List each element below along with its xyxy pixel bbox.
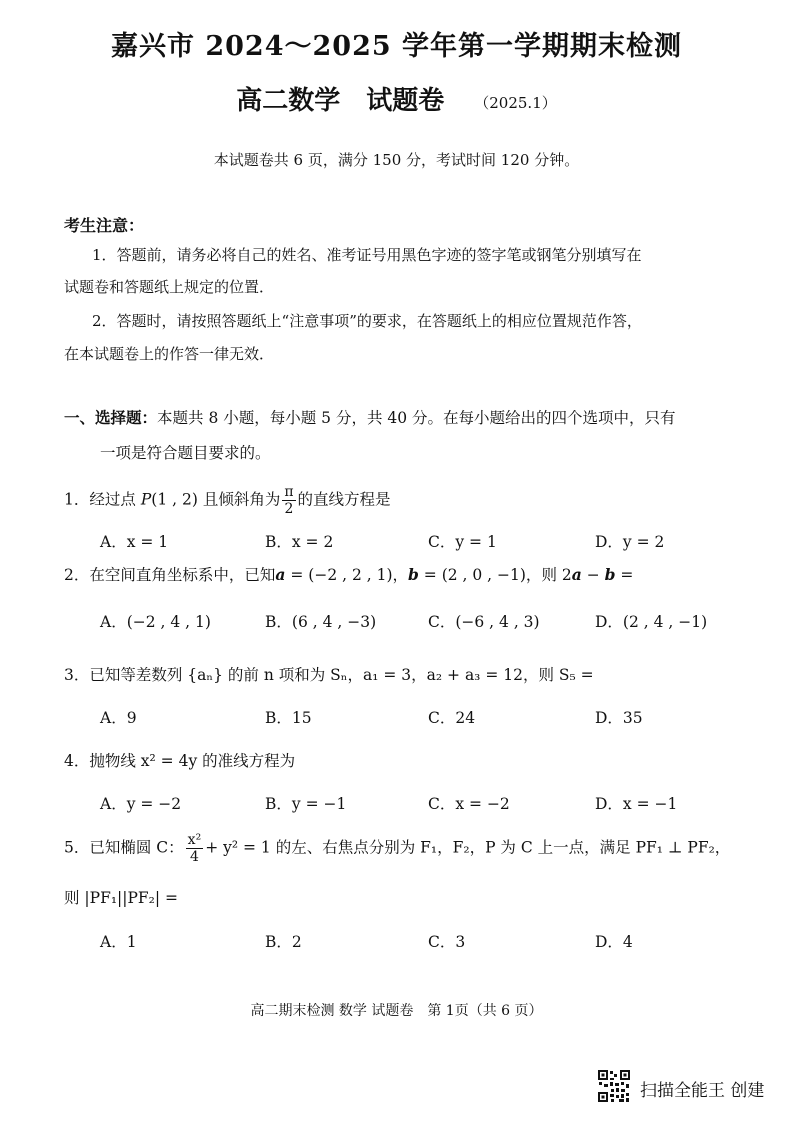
q5-number: 5．: [64, 838, 90, 857]
q5-option-b: B．2: [265, 933, 302, 951]
q1-option-a: A．x = 1: [100, 533, 169, 551]
q3-option-c: C．24: [428, 709, 476, 727]
q3-option-d: D．35: [595, 709, 643, 727]
q1-option-d: D．y = 2: [595, 533, 665, 551]
q4-number: 4．: [64, 752, 90, 770]
q5-fraction: [186, 832, 204, 865]
q2-pre: 在空间直角坐标系中，已知: [89, 566, 276, 584]
q4-option-c: C．x = −2: [428, 795, 510, 813]
exam-title: 嘉兴市 2024～2025 学年第一学期期末检测: [110, 31, 683, 62]
exam-subtitle: [0, 80, 793, 117]
notice-item-2-line-2: 在本试题卷上的作答一律无效．: [64, 345, 275, 363]
section-desc: 本题共 8 小题，每小题 5 分，共 40 分。在每小题给出的四个选项中，只有: [157, 409, 676, 427]
q3-number: 3．: [64, 666, 90, 684]
q1-frac-num: π: [284, 484, 294, 500]
notice-title: 考生注意：: [64, 216, 145, 235]
question-5-line-2: 则 |PF₁||PF₂| =: [64, 889, 179, 907]
question-3: [64, 663, 594, 685]
q2-a-value: = (−2 , 2 , 1)，: [285, 566, 409, 584]
q1-frac-den: 2: [284, 501, 294, 518]
q2-ask-mid: −: [581, 566, 605, 584]
exam-info: 本试题卷共 6 页，满分 150 分，考试时间 120 分钟。: [213, 151, 580, 169]
q5-option-c: C．3: [428, 933, 466, 951]
q1-number: 1．: [64, 490, 90, 509]
q2-option-b: B．(6 , 4 , −3): [265, 613, 377, 631]
q2-b-value: = (2 , 0 , −1)，: [418, 566, 542, 584]
q4-option-b: B．y = −1: [265, 795, 347, 813]
q5-option-d: D．4: [595, 933, 633, 951]
page-footer: 高二期末检测 数学 试题卷 第 1页（共 6 页）: [250, 1003, 543, 1019]
subtitle-text: 高二数学 试题卷: [236, 86, 445, 116]
q2-vector-a: a: [275, 565, 286, 584]
q1-option-c: C．y = 1: [428, 533, 497, 551]
q5-option-a: A．1: [100, 933, 137, 951]
question-5: [64, 832, 730, 865]
section-desc-line-2: 一项是符合题目要求的。: [100, 444, 271, 462]
question-4: [64, 749, 295, 771]
q3-option-a: A．9: [100, 709, 137, 727]
exam-date: （2025.1）: [474, 93, 557, 112]
notice-item-1-line-1: 1．答题前，请务必将自己的姓名、准考证号用黑色字迹的签字笔或钢笔分别填写在: [92, 246, 642, 264]
q5-frac-den: 4: [189, 849, 199, 866]
question-2: [64, 563, 633, 585]
section-label: 一、选择题：: [64, 408, 158, 427]
question-1: [64, 484, 391, 517]
q5-post: + y² = 1 的左、右焦点分别为 F₁，F₂，P 为 C 上一点，满足 PF₁ ⊥ PF₂，: [205, 838, 731, 857]
q2-vector-b: b: [408, 565, 419, 584]
q5-frac-num: x²: [187, 832, 202, 848]
q2-ask-b: b: [604, 565, 616, 584]
q2-option-a: A．(−2 , 4 , 1): [100, 613, 211, 631]
q2-option-d: D．(2 , 4 , −1): [595, 613, 708, 631]
q1-fraction: [282, 484, 295, 517]
q1-post: 的直线方程是: [297, 490, 391, 509]
q2-number: 2．: [64, 566, 90, 584]
notice-item-1-line-2: 试题卷和答题纸上规定的位置．: [64, 278, 275, 296]
q4-option-d: D．x = −1: [595, 795, 678, 813]
q5-pre: 已知椭圆 C：: [89, 838, 184, 857]
q2-ask-end: =: [615, 566, 634, 584]
q3-text: 已知等差数列 {aₙ} 的前 n 项和为 Sₙ，a₁ = 3，a₂ + a₃ = 12，则 S₅ =: [89, 666, 594, 684]
q1-point: (1 , 2): [151, 490, 198, 509]
q2-ask-a: a: [571, 565, 582, 584]
notice-item-2-line-1: 2．答题时，请按照答题纸上“注意事项”的要求，在答题纸上的相应位置规范作答，: [92, 312, 642, 330]
q2-ask-pre: 则 2: [541, 566, 572, 584]
q3-option-b: B．15: [265, 709, 312, 727]
section-heading: [64, 406, 676, 428]
q1-mid: 且倾斜角为: [202, 490, 281, 509]
scanner-watermark: 扫描全能王 创建: [640, 1081, 765, 1101]
q1-option-b: B．x = 2: [265, 533, 334, 551]
q1-pre: 经过点: [89, 490, 136, 509]
q4-option-a: A．y = −2: [100, 795, 182, 813]
q4-text: 抛物线 x² = 4y 的准线方程为: [89, 752, 296, 770]
q1-point-name: P: [140, 490, 152, 509]
q2-option-c: C．(−6 , 4 , 3): [428, 613, 540, 631]
qr-code-icon: [597, 1069, 631, 1103]
